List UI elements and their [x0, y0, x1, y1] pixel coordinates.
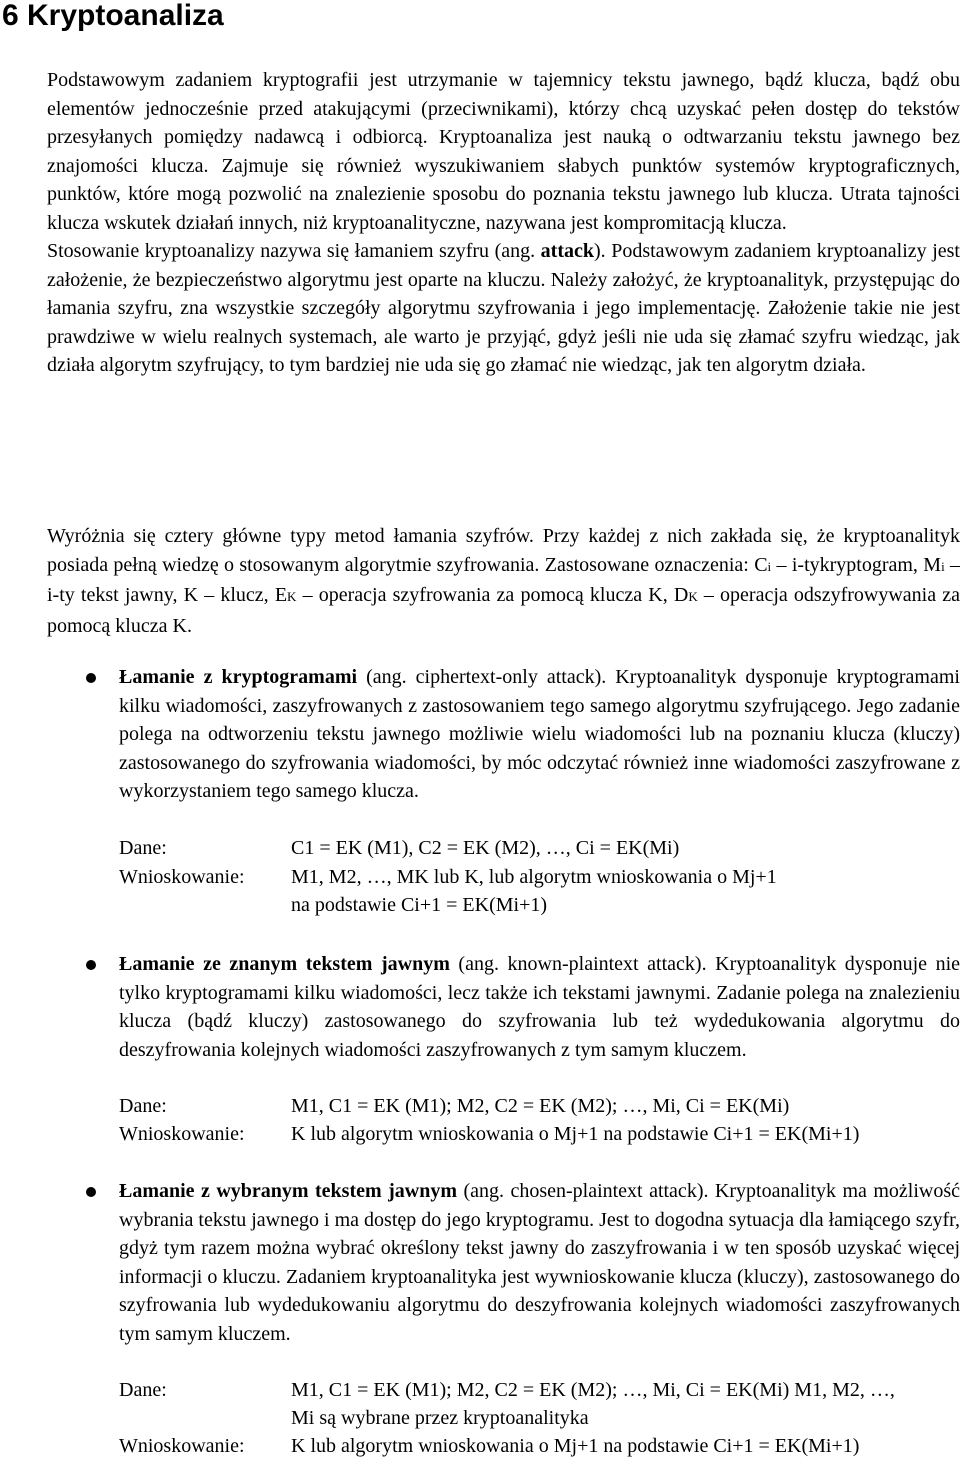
- list-item-ciphertext-only: [119, 663, 960, 806]
- sub-ci: i: [767, 558, 772, 574]
- infer-label: Wnioskowanie:: [119, 866, 245, 888]
- intro-text-1: Podstawowym zadaniem kryptografii jest utrzymanie w tajemnicy tekstu jawnego, bądź klucza, bądź obu elementów jednocześnie przed atakującymi (przeciwnikami), którzy chcą uzyskać pełen dostęp do tekstów przesyłanych pomiędzy nadawcą i odbiorcą. Kryptoanaliza jest nauką o odtwarzaniu tekstu jawnego bez znajomości klucza. Zajmuje się również wyszukiwaniem słabych punktów systemów kryptograficznych, punktów, które mogą pozwolić na znalezienie sposobu do poznania tekstu jawnego lub klucza. Utrata tajności klucza wskutek działań innych, niż kryptoanalityczne, nazywana jest kompromitacją klucza.: [47, 69, 960, 234]
- infer-label: Wnioskowanie:: [119, 1435, 245, 1457]
- methods-text-3: i-ty tekst jawny, K – klucz, E: [47, 584, 288, 606]
- intro-paragraph: [47, 66, 960, 380]
- infer-value: K lub algorytm wnioskowania o Mj+1 na podstawie Ci+1 = EK(Mi+1): [291, 1123, 860, 1145]
- given-value-cont: Mi są wybrane przez kryptoanalityka: [291, 1407, 589, 1429]
- infer-value: M1, M2, …, MK lub K, lub algorytm wnioskowania o Mj+1: [291, 866, 777, 888]
- list-item-known-plaintext: [119, 950, 960, 1064]
- section-heading: 6 Kryptoanaliza: [2, 0, 224, 32]
- bullet-icon: [86, 1187, 96, 1197]
- intro-text-2: Stosowanie kryptoanalizy nazywa się łamaniem szyfru (ang.: [47, 240, 536, 262]
- infer-value: K lub algorytm wnioskowania o Mj+1 na podstawie Ci+1 = EK(Mi+1): [291, 1435, 860, 1457]
- item-title: Łamanie z wybranym tekstem jawnym: [119, 1180, 457, 1202]
- given-label: Dane:: [119, 837, 167, 859]
- given-value: C1 = EK (M1), C2 = EK (M2), …, Ci = EK(Mi): [291, 837, 680, 859]
- item-text: (ang. ciphertext-only attack). Kryptoanalityk dysponuje kryptogramami kilku wiadomości, zaszyfrowanych z zastosowaniem tego samego algorytmu szyfrującego. Jego zadanie polega na odtworzeniu tekstu jawnego możliwie wielu wiadomości lub na poznaniu klucza (kluczy) zastosowanego do szyfrowania wiadomości, by móc odczytać również inne wiadomości zaszyfrowane z wykorzystaniem tego samego klucza.: [119, 666, 960, 802]
- given-label: Dane:: [119, 1379, 167, 1401]
- sub-dk: K: [688, 589, 698, 604]
- methods-text-5: operacja odszyfrowywania za pomocą klucza K.: [47, 584, 960, 637]
- infer-label: Wnioskowanie:: [119, 1123, 245, 1145]
- attack-term: attack: [540, 240, 594, 262]
- intro-text-3: ). Podstawowym zadaniem kryptoanalizy jest założenie, że bezpieczeństwo algorytmu jest oparte na kluczu. Należy założyć, że kryptoanalityk, przystępując do łamania szyfru, zna wszystkie szczegóły algorytmu szyfrowania i jego implementację. Założenie takie nie jest prawdziwe w wielu realnych systemach, ale warto je przyjąć, gdyż jeśli nie uda się złamać szyfru wiedząc, jak działa algorytm szyfrujący, to tym bardziej nie uda się go złamać nie wiedząc, jak ten algorytm działa.: [47, 240, 960, 376]
- item-title: Łamanie z kryptogramami: [119, 666, 358, 688]
- bullet-icon: [86, 673, 96, 683]
- given-value: M1, C1 = EK (M1); M2, C2 = EK (M2); …, Mi, Ci = EK(Mi) M1, M2, …,: [291, 1379, 895, 1401]
- methods-paragraph: Wyróżnia się cztery główne typy metod łamania szyfrów. Przy każdej z nich zakłada się, że kryptoanalityk posiada pełną wiedzę o stosowanym algorytmie szyfrowania. Zastosowane oznaczenia: Ci – i-tykryptogram, Mi – i-ty tekst jawny, K – klucz, EK – operacja szyfrowania za pomocą klucza K, DK – operacja odszyfrowywania za pomocą klucza K.: [47, 525, 960, 637]
- sub-mi: i: [941, 558, 945, 574]
- bullet-icon: [86, 960, 96, 970]
- item-text: (ang. chosen-plaintext attack). Kryptoanalityk ma możliwość wybrania tekstu jawnego i ma dostęp do jego kryptogramu. Jest to dogodna sytuacja dla łamiącego szyfr, gdyż tym razem można wybrać określony tekst jawny do zaszyfrowania i w ten sposób uzyskać więcej informacji o kluczu. Zadaniem kryptoanalityka jest wywnioskowanie klucza (kluczy), zastosowanego do szyfrowania lub wydedukowaniu algorytmu do deszyfrowania kolejnych wiadomości zaszyfrowanych tym samym kluczem.: [119, 1180, 960, 1345]
- sub-ek: K: [287, 589, 297, 604]
- item-text: (ang. known-plaintext attack). Kryptoanalityk dysponuje nie tylko kryptogramami kilku wiadomości, lecz także ich tekstami jawnymi. Zadanie polega na znalezieniu klucza (bądź kluczy) zastosowanego do szyfrowania lub też wydedukowania algorytmu do deszyfrowania kolejnych wiadomości zaszyfrowanych z tym samym kluczem.: [119, 953, 960, 1061]
- given-label: Dane:: [119, 1095, 167, 1117]
- methods-text-2: i-tykryptogram, M: [786, 553, 942, 576]
- given-value: M1, C1 = EK (M1); M2, C2 = EK (M2); …, Mi, Ci = EK(Mi): [291, 1095, 790, 1117]
- list-item-chosen-plaintext: [119, 1177, 960, 1348]
- item-title: Łamanie ze znanym tekstem jawnym: [119, 953, 450, 975]
- methods-text-1: Wyróżnia się cztery główne typy metod łamania szyfrów. Przy każdej z nich zakłada się, że kryptoanalityk posiada pełną wiedzę o stosowanym algorytmie szyfrowania. Zastosowane oznaczenia: C: [47, 525, 960, 576]
- methods-text-4: operacja szyfrowania za pomocą klucza K, D: [312, 584, 689, 606]
- infer-value-cont: na podstawie Ci+1 = EK(Mi+1): [291, 894, 548, 916]
